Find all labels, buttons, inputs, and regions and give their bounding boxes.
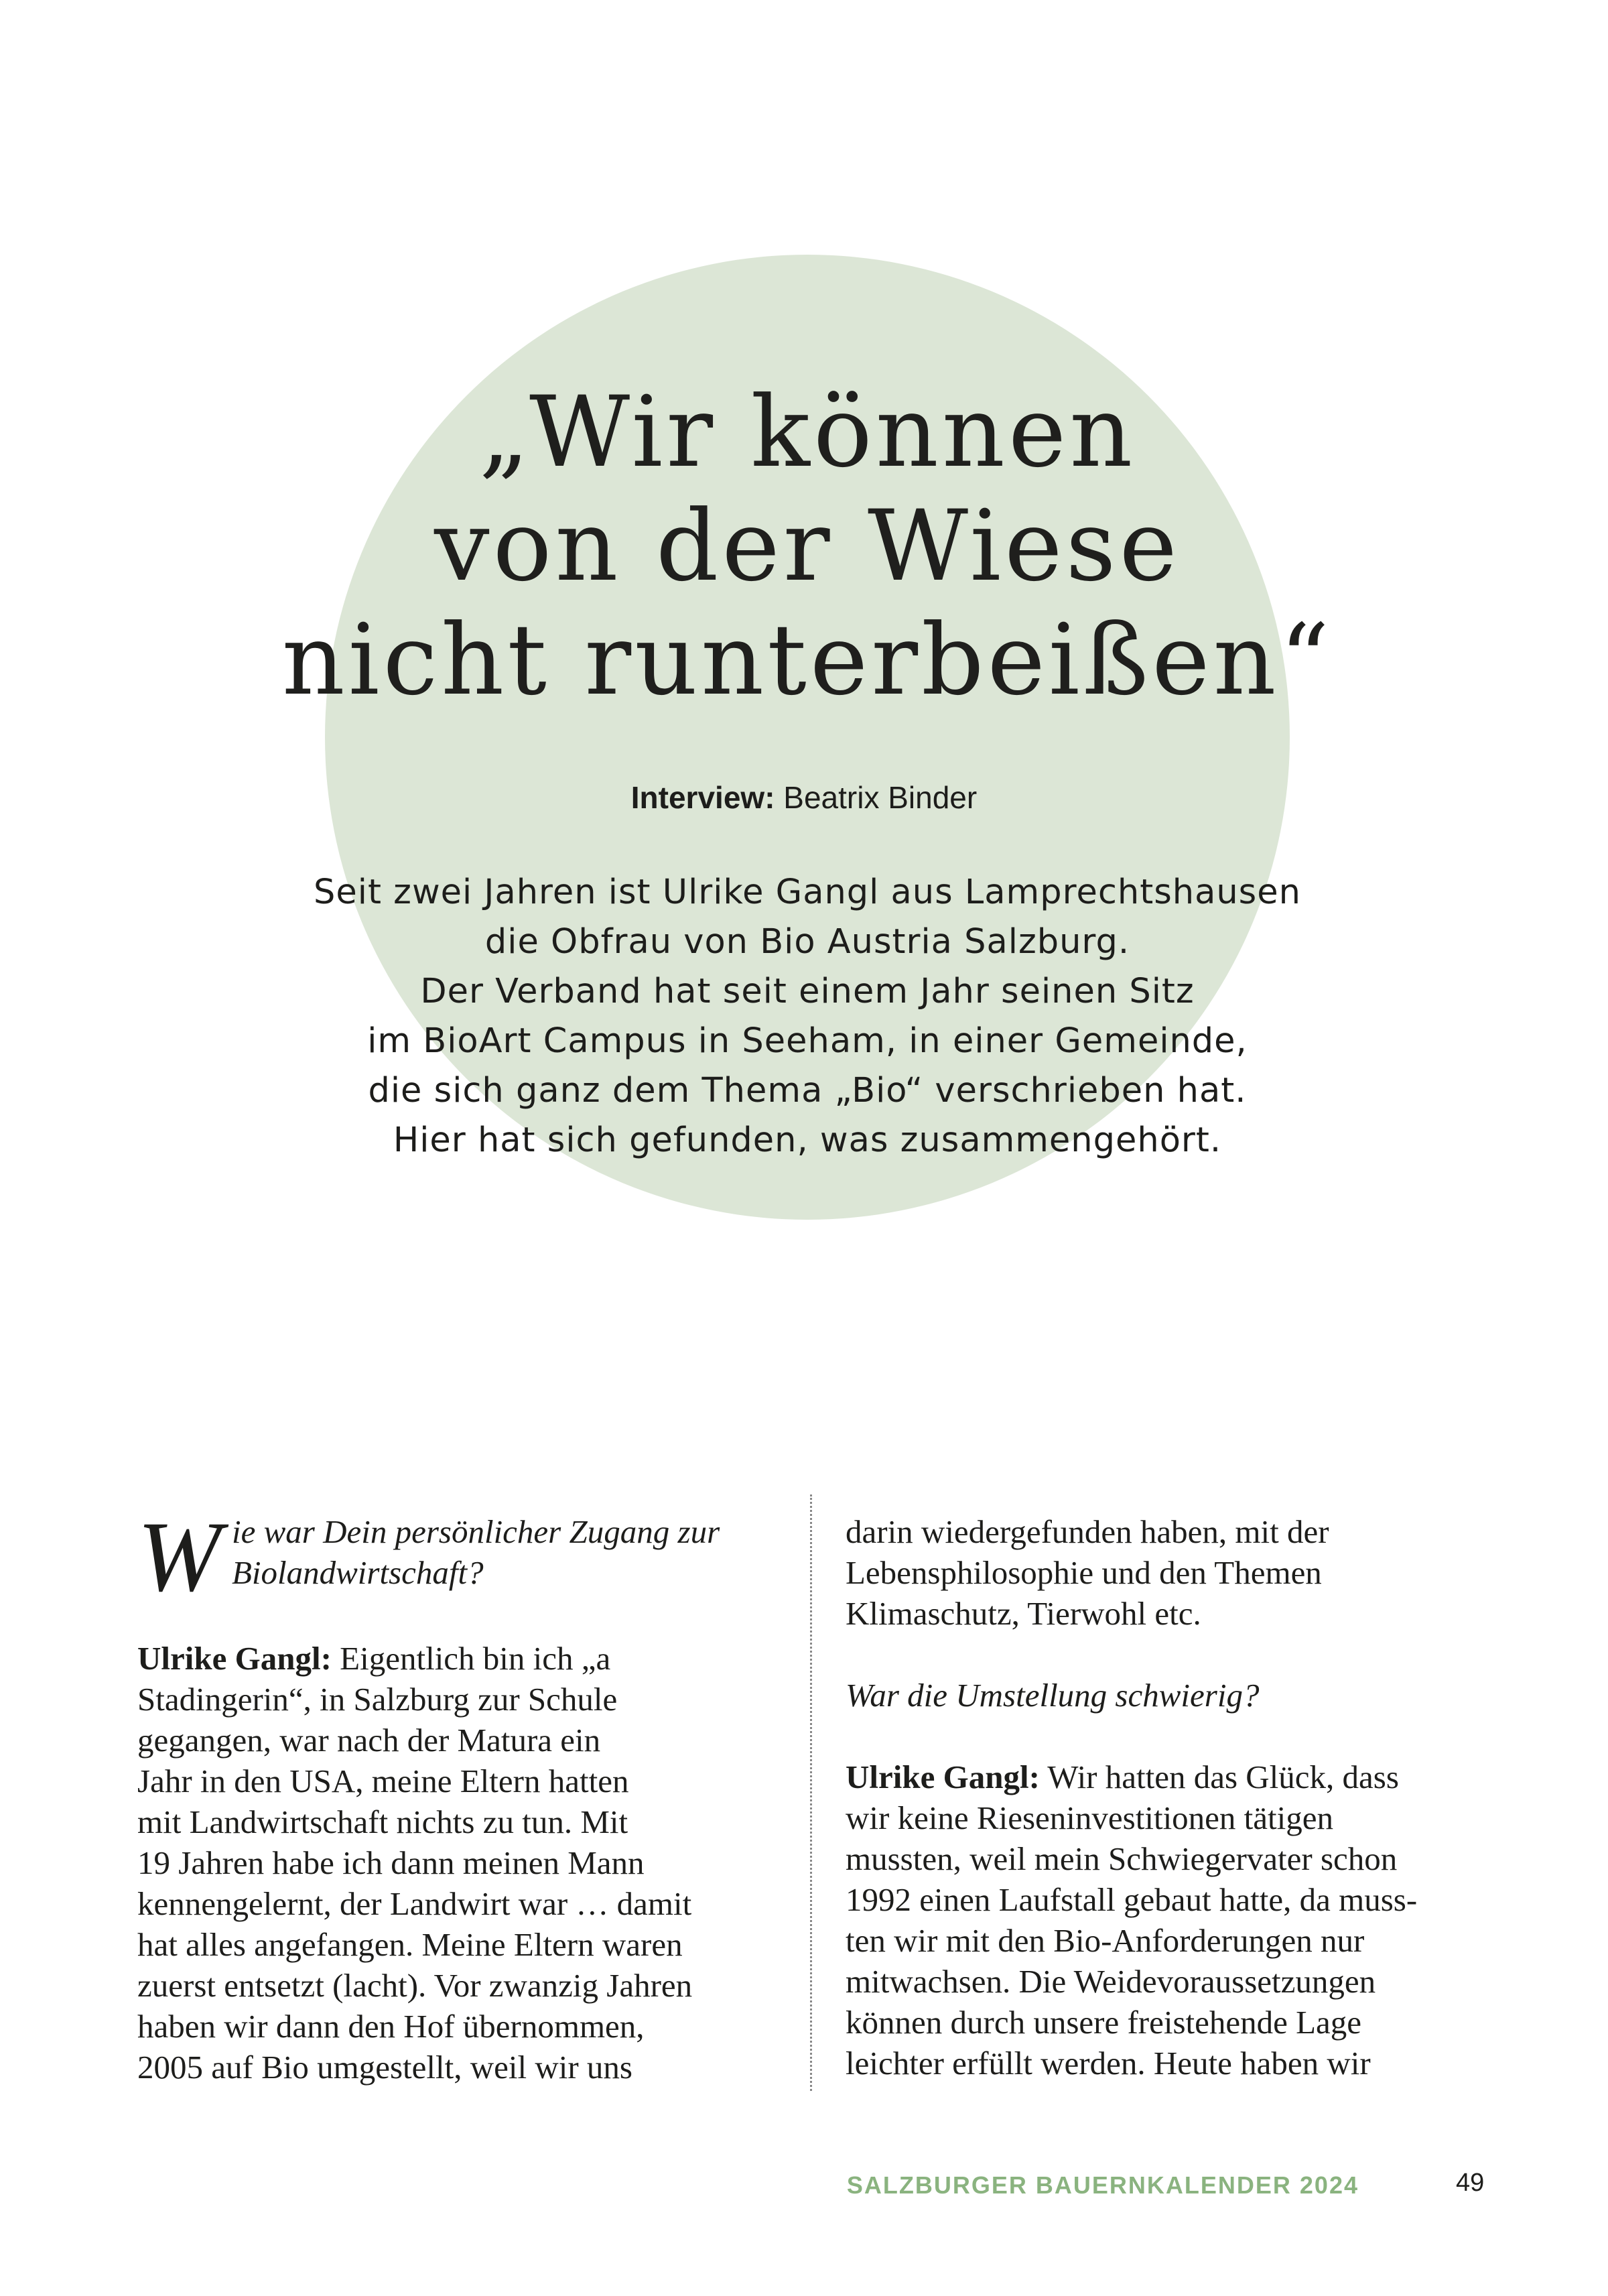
byline-author: Beatrix Binder: [783, 780, 978, 815]
speaker-label: Ulrike Gangl:: [137, 1640, 332, 1677]
answer-line: hat alles angefangen. Meine Eltern waren: [137, 1926, 683, 1963]
answer-line: mit Landwirtschaft nichts zu tun. Mit: [137, 1803, 628, 1840]
question-line: Biolandwirtschaft?: [231, 1554, 484, 1591]
intro-line: Hier hat sich gefunden, was zusammengehört.: [393, 1121, 1222, 1160]
answer-line: 19 Jahren habe ich dann meinen Mann: [137, 1844, 645, 1881]
headline-line: von der Wiese: [434, 489, 1181, 603]
page-number: 49: [1456, 2169, 1485, 2197]
answer-line: 1992 einen Laufstall gebaut hatte, da muss-: [846, 1881, 1418, 1918]
answer-line: Stadingerin“, in Salzburg zur Schule: [137, 1681, 618, 1718]
right-column: [846, 1511, 1489, 2084]
question-block: [137, 1501, 754, 1612]
answer-line: können durch unsere freistehende Lage: [846, 2004, 1362, 2041]
intro-line: Seit zwei Jahren ist Ulrike Gangl aus Lamprechtshausen: [314, 873, 1301, 912]
answer-line: mitwachsen. Die Weidevoraussetzungen: [846, 1963, 1376, 2000]
answer-line: 2005 auf Bio umgestellt, weil wir uns: [137, 2049, 632, 2086]
headline: [201, 375, 1414, 717]
dropcap: W: [137, 1501, 221, 1612]
speaker-label: Ulrike Gangl:: [846, 1759, 1040, 1795]
answer-line: Klimaschutz, Tierwohl etc.: [846, 1595, 1201, 1632]
intro-line: die Obfrau von Bio Austria Salzburg.: [484, 922, 1130, 962]
answer-line: ten wir mit den Bio-Anforderungen nur: [846, 1922, 1365, 1959]
question-line: War die Umstellung schwierig?: [846, 1677, 1260, 1714]
column-divider: [810, 1494, 812, 2091]
intro-line: Der Verband hat seit einem Jahr seinen Sitz: [420, 972, 1195, 1011]
answer-text: Eigentlich bin ich „a: [331, 1640, 611, 1677]
answer-line: darin wiedergefunden haben, mit der: [846, 1513, 1329, 1550]
headline-line: nicht runterbeißen“: [281, 603, 1333, 717]
answer-first-line: [137, 1638, 754, 1679]
answer-line: wir keine Rieseninvestitionen tätigen: [846, 1799, 1334, 1836]
intro-line: die sich ganz dem Thema „Bio“ verschrieben hat.: [368, 1071, 1247, 1110]
answer-first-line: [846, 1757, 1489, 1797]
answer-line: haben wir dann den Hof übernommen,: [137, 2008, 645, 2045]
question-line: ie war Dein persönlicher Zugang zur: [231, 1513, 720, 1550]
answer-line: zuerst entsetzt (lacht). Vor zwanzig Jahren: [137, 1967, 693, 2004]
answer-line: mussten, weil mein Schwiegervater schon: [846, 1840, 1398, 1877]
answer-line: Jahr in den USA, meine Eltern hatten: [137, 1763, 629, 1799]
answer-text: Wir hatten das Glück, dass: [1039, 1759, 1399, 1795]
left-column: [137, 1501, 754, 2088]
answer-line: leichter erfüllt werden. Heute haben wir: [846, 2045, 1371, 2082]
publication-name: SALZBURGER BAUERNKALENDER 2024: [846, 2171, 1359, 2199]
headline-line: „Wir können: [478, 375, 1136, 489]
intro-text: [201, 868, 1414, 1165]
answer-line: Lebensphilosophie und den Themen: [846, 1554, 1322, 1591]
intro-line: im BioArt Campus in Seeham, in einer Gemeinde,: [367, 1021, 1248, 1061]
answer-line: kennengelernt, der Landwirt war … damit: [137, 1885, 692, 1922]
byline-label: Interview:: [630, 780, 775, 815]
answer-line: gegangen, war nach der Matura ein: [137, 1722, 601, 1759]
byline: [0, 777, 1608, 818]
